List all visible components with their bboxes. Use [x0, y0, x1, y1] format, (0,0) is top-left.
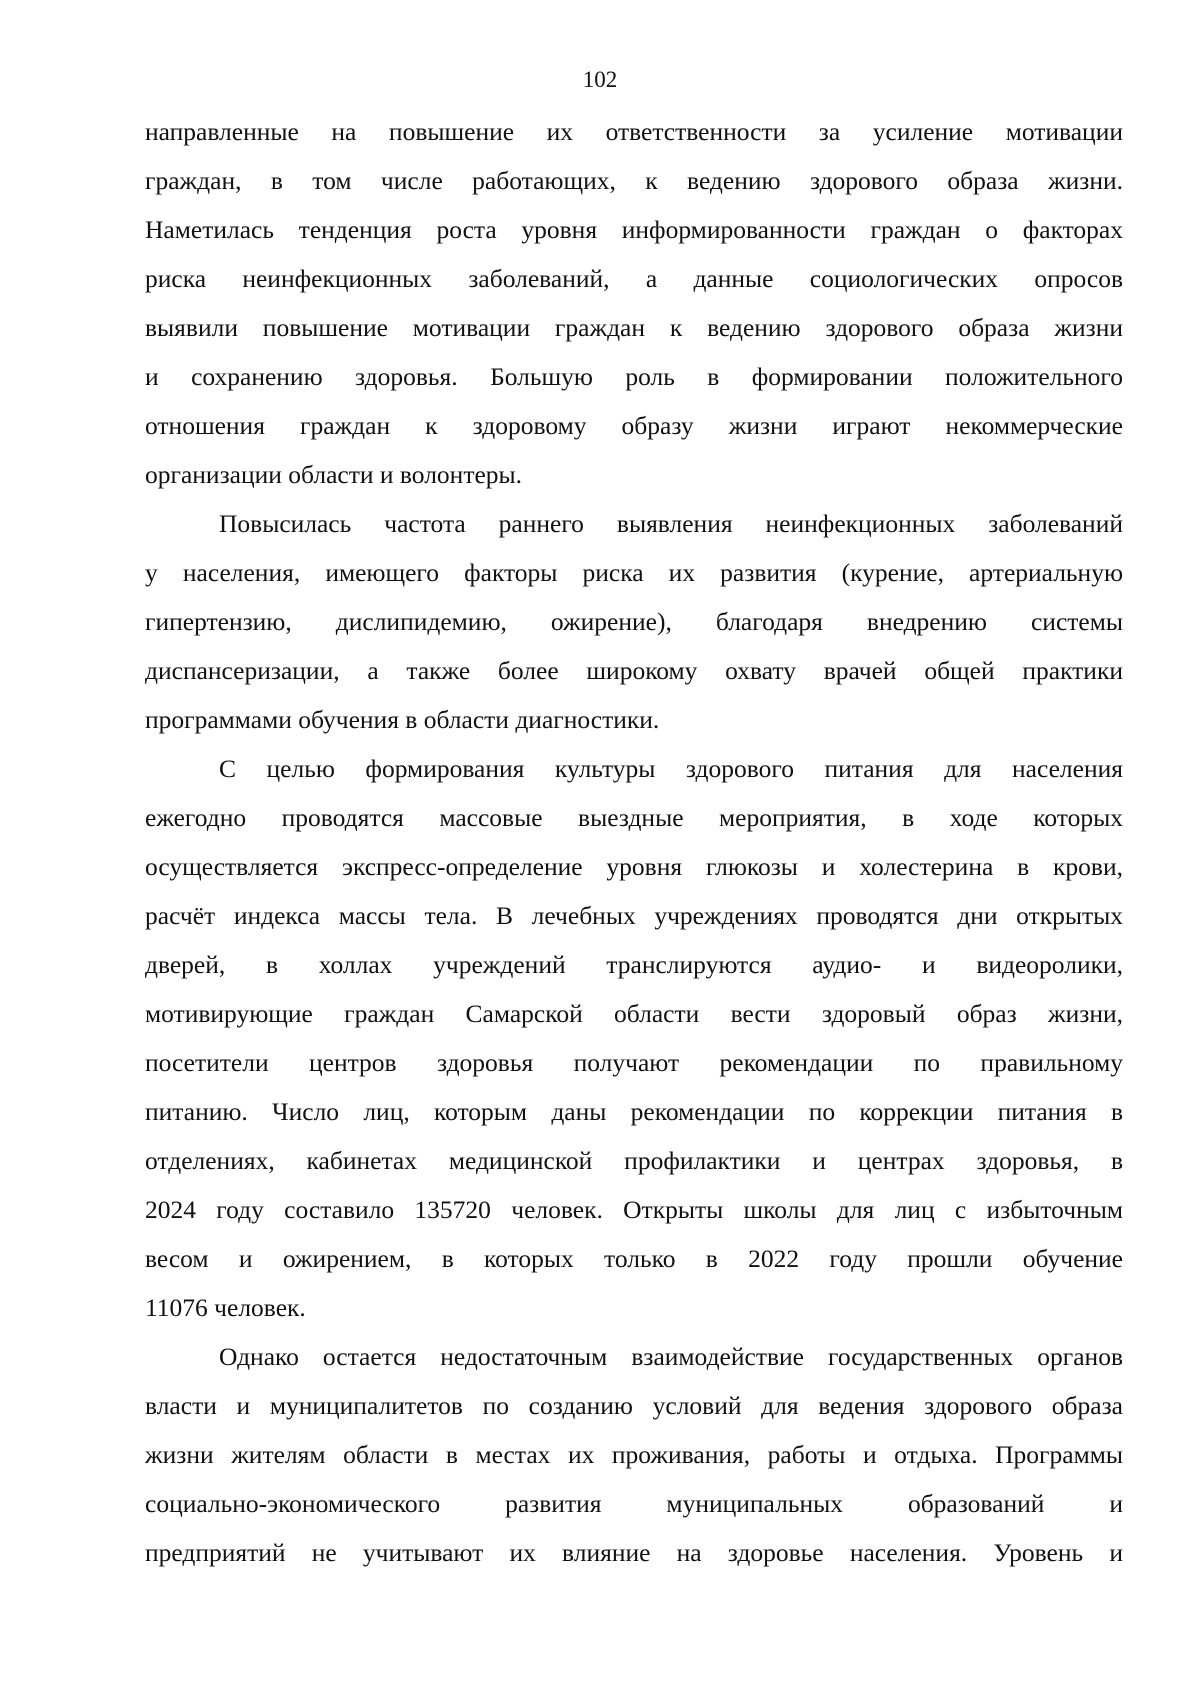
page-number: 102	[582, 67, 618, 92]
text-line: отделениях, кабинетах медицинской профилактики и центрах здоровья, в	[145, 1146, 1123, 1175]
text-line: питанию. Число лиц, которым даны рекомендации по коррекции питания в	[145, 1097, 1123, 1126]
text-line: ежегодно проводятся массовые выездные мероприятия, в ходе которых	[145, 803, 1123, 832]
text-line: расчёт индекса массы тела. В лечебных учреждениях проводятся дни открытых	[145, 901, 1123, 930]
text-line: дверей, в холлах учреждений транслируются аудио- и видеоролики,	[145, 950, 1123, 979]
text-line: предприятий не учитывают их влияние на здоровье населения. Уровень и	[145, 1538, 1123, 1567]
text-line: программами обучения в области диагностики.	[145, 705, 660, 734]
text-line: отношения граждан к здоровому образу жизни играют некоммерческие	[145, 411, 1123, 440]
paragraph	[145, 744, 1123, 1332]
text-line: граждан, в том числе работающих, к ведению здорового образа жизни.	[145, 166, 1123, 195]
paragraph	[145, 499, 1123, 744]
text-line: С целью формирования культуры здорового питания для населения	[219, 754, 1123, 783]
text-line: жизни жителям области в местах их проживания, работы и отдыха. Программы	[145, 1440, 1123, 1469]
text-line: организации области и волонтеры.	[145, 460, 523, 489]
text-line: риска неинфекционных заболеваний, а данные социологических опросов	[145, 264, 1123, 293]
text-line: у населения, имеющего факторы риска их развития (курение, артериальную	[145, 558, 1123, 587]
text-line: гипертензию, дислипидемию, ожирение), благодаря внедрению системы	[145, 607, 1123, 636]
text-line: Однако остается недостаточным взаимодействие государственных органов	[219, 1342, 1123, 1371]
text-line: социально-экономического развития муниципальных образований и	[145, 1489, 1123, 1518]
text-line: посетители центров здоровья получают рекомендации по правильному	[145, 1048, 1123, 1077]
text-line: и сохранению здоровья. Большую роль в формировании положительного	[145, 362, 1123, 391]
text-line: 11076 человек.	[145, 1293, 306, 1322]
body-text	[145, 107, 1123, 1577]
text-line: весом и ожирением, в которых только в 2022 году прошли обучение	[145, 1244, 1123, 1273]
text-line: власти и муниципалитетов по созданию условий для ведения здорового образа	[145, 1391, 1123, 1420]
text-line: 2024 году составило 135720 человек. Открыты школы для лиц с избыточным	[145, 1195, 1123, 1224]
text-line: направленные на повышение их ответственности за усиление мотивации	[145, 117, 1123, 146]
paragraph	[145, 107, 1123, 499]
text-line: Наметилась тенденция роста уровня информированности граждан о факторах	[145, 215, 1123, 244]
text-line: Повысилась частота раннего выявления неинфекционных заболеваний	[219, 509, 1123, 538]
text-line: диспансеризации, а также более широкому охвату врачей общей практики	[145, 656, 1123, 685]
text-line: осуществляется экспресс-определение уровня глюкозы и холестерина в крови,	[145, 852, 1123, 881]
paragraph	[145, 1332, 1123, 1577]
text-line: мотивирующие граждан Самарской области вести здоровый образ жизни,	[145, 999, 1123, 1028]
text-line: выявили повышение мотивации граждан к ведению здорового образа жизни	[145, 313, 1123, 342]
